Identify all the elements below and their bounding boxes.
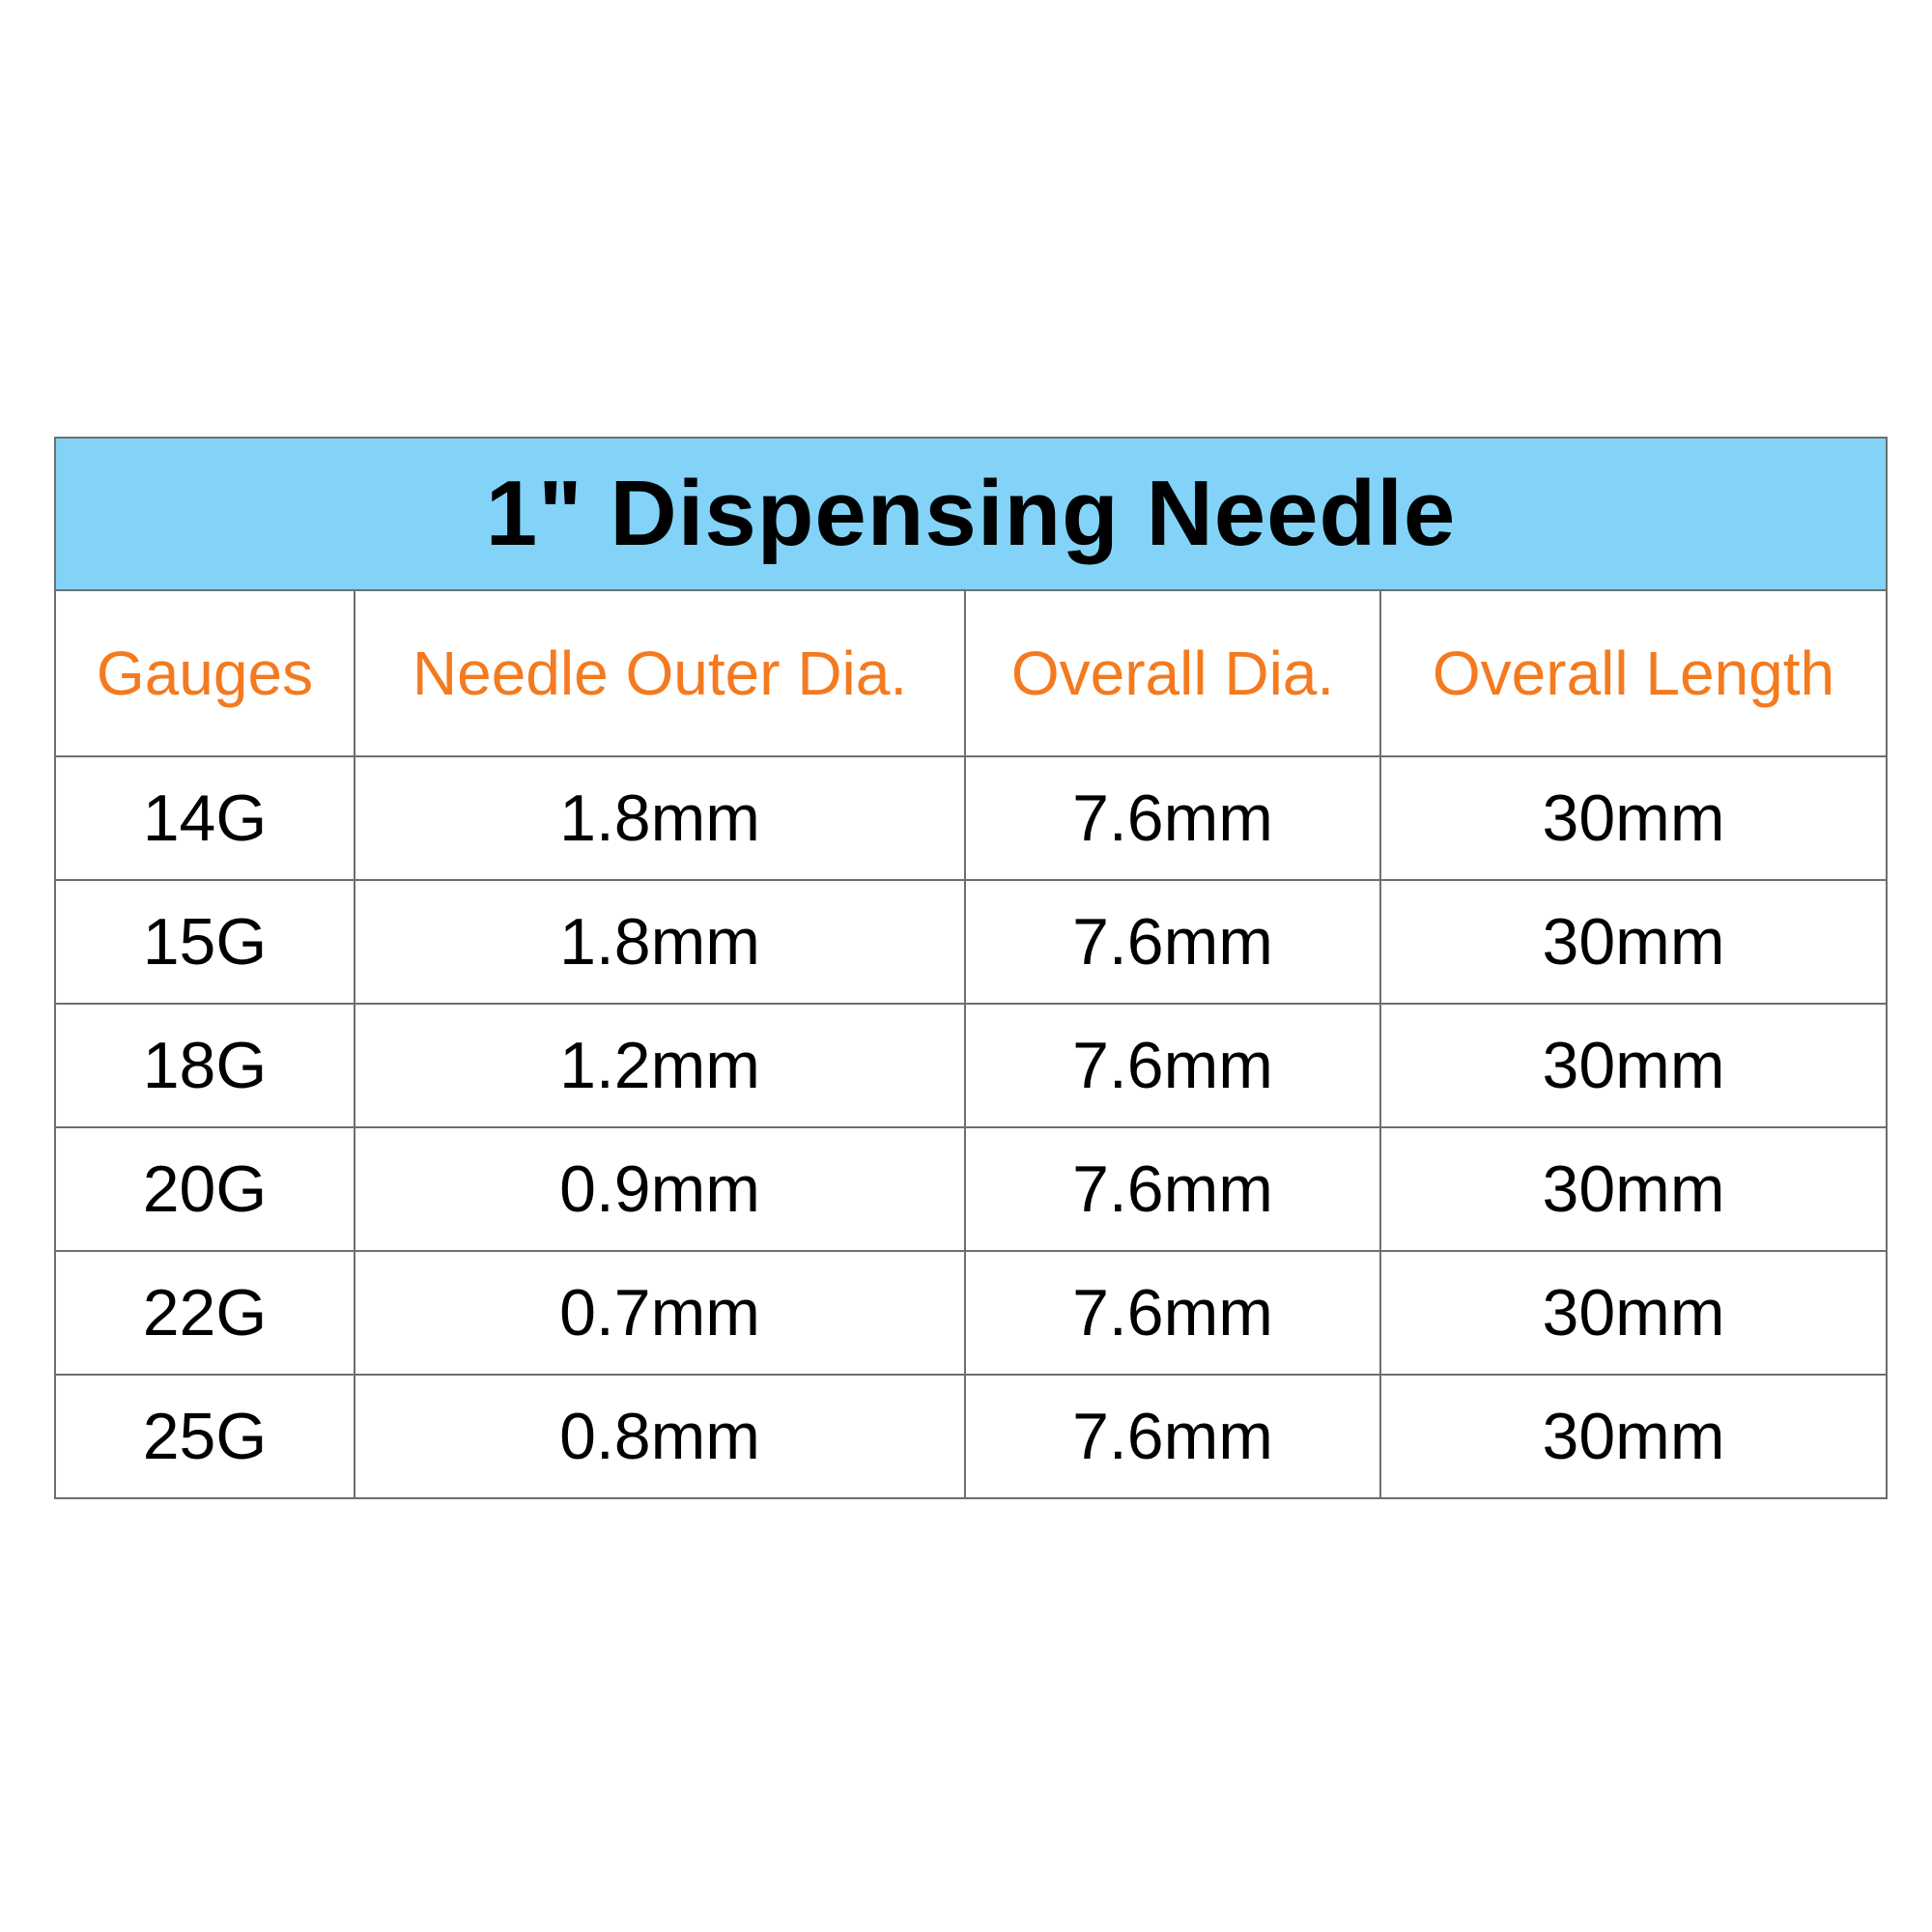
cell-overall-length: 30mm	[1380, 756, 1887, 880]
header-needle-outer-dia: Needle Outer Dia.	[355, 590, 965, 756]
cell-needle-outer-dia: 0.9mm	[355, 1127, 965, 1251]
cell-overall-length: 30mm	[1380, 1127, 1887, 1251]
title-row	[55, 438, 1887, 590]
cell-gauge: 25G	[55, 1375, 355, 1498]
table-row	[55, 1004, 1887, 1127]
cell-overall-length: 30mm	[1380, 1004, 1887, 1127]
cell-overall-dia: 7.6mm	[965, 1004, 1380, 1127]
cell-overall-dia: 7.6mm	[965, 1127, 1380, 1251]
cell-overall-length: 30mm	[1380, 1375, 1887, 1498]
table-row	[55, 756, 1887, 880]
cell-overall-dia: 7.6mm	[965, 1251, 1380, 1375]
cell-overall-dia: 7.6mm	[965, 1375, 1380, 1498]
cell-needle-outer-dia: 1.8mm	[355, 756, 965, 880]
cell-needle-outer-dia: 0.8mm	[355, 1375, 965, 1498]
header-overall-dia: Overall Dia.	[965, 590, 1380, 756]
cell-needle-outer-dia: 1.8mm	[355, 880, 965, 1004]
header-row	[55, 590, 1887, 756]
table-title: 1" Dispensing Needle	[55, 438, 1887, 590]
cell-overall-length: 30mm	[1380, 1251, 1887, 1375]
cell-gauge: 15G	[55, 880, 355, 1004]
table-row	[55, 880, 1887, 1004]
spec-table	[54, 437, 1888, 1499]
cell-needle-outer-dia: 0.7mm	[355, 1251, 965, 1375]
table-row	[55, 1375, 1887, 1498]
cell-gauge: 14G	[55, 756, 355, 880]
cell-gauge: 22G	[55, 1251, 355, 1375]
header-gauges: Gauges	[55, 590, 355, 756]
cell-gauge: 20G	[55, 1127, 355, 1251]
header-overall-length: Overall Length	[1380, 590, 1887, 756]
cell-overall-length: 30mm	[1380, 880, 1887, 1004]
table-row	[55, 1127, 1887, 1251]
cell-gauge: 18G	[55, 1004, 355, 1127]
cell-overall-dia: 7.6mm	[965, 880, 1380, 1004]
cell-needle-outer-dia: 1.2mm	[355, 1004, 965, 1127]
table-row	[55, 1251, 1887, 1375]
cell-overall-dia: 7.6mm	[965, 756, 1380, 880]
